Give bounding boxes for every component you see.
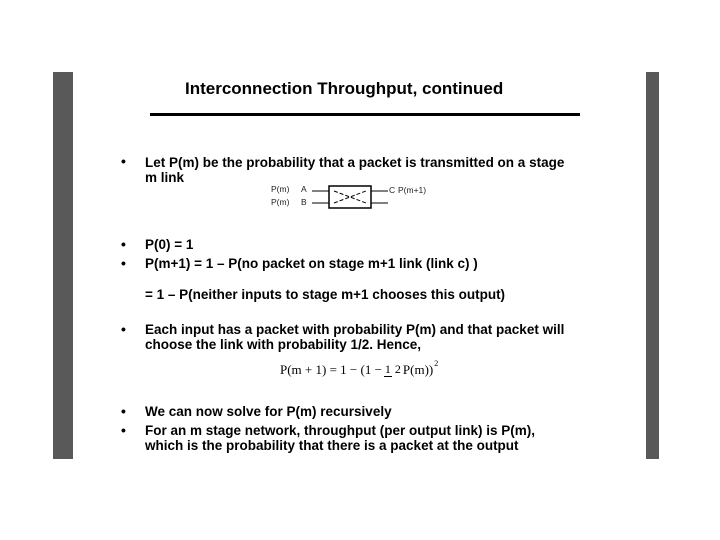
switch-box — [329, 186, 371, 208]
title-underline — [150, 113, 580, 116]
continuation-line: = 1 – P(neither inputs to stage m+1 chooses this output) — [145, 287, 506, 302]
diagram-output-prob: P(m+1) — [398, 185, 427, 195]
bullet-3-marker: • — [121, 255, 126, 271]
diagram-output-c-label: C — [389, 185, 396, 195]
bullet-6-line-1: For an m stage network, throughput (per output link) is P(m), — [145, 423, 535, 438]
recursion-formula — [280, 355, 438, 385]
formula-denominator: 2 — [394, 362, 401, 376]
diagram-input-b-label: B — [301, 197, 307, 207]
formula-numerator: 1 — [384, 362, 391, 376]
formula-lhs: P(m + 1) = 1 − (1 − — [280, 362, 382, 377]
bullet-1-line-1: Let P(m) be the probability that a packet is transmitted on a stage — [145, 155, 565, 170]
diagram-input-b-prob: P(m) — [271, 197, 290, 207]
diagram-input-a-prob: P(m) — [271, 184, 290, 194]
formula-exponent: 2 — [434, 358, 439, 368]
bullet-2-marker: • — [121, 236, 126, 252]
bullet-3-line-1: P(m+1) = 1 – P(no packet on stage m+1 link (link c) ) — [145, 256, 478, 271]
bullet-4-line-1: Each input has a packet with probability P(m) and that packet will — [145, 322, 565, 337]
bullet-4-marker: • — [121, 321, 126, 337]
bullet-5-line-1: We can now solve for P(m) recursively — [145, 404, 392, 419]
cross-link-2 — [334, 191, 366, 203]
bullet-4-line-2: choose the link with probability 1/2. Hence, — [145, 337, 422, 352]
bullet-5-marker: • — [121, 403, 126, 419]
bullet-1-marker: • — [121, 153, 126, 169]
bullet-1-line-2: m link — [145, 170, 185, 185]
formula-fraction — [384, 363, 401, 377]
left-side-bar — [53, 72, 73, 459]
bullet-2-line-1: P(0) = 1 — [145, 237, 194, 252]
formula-rhs: P(m)) — [402, 362, 434, 377]
right-side-bar — [646, 72, 659, 459]
diagram-input-a-label: A — [301, 184, 307, 194]
switch-diagram — [312, 183, 412, 213]
bullet-6-marker: • — [121, 422, 126, 438]
slide-title: Interconnection Throughput, continued — [185, 79, 504, 98]
bullet-6-line-2: which is the probability that there is a packet at the output — [145, 438, 519, 453]
cross-link-1 — [334, 191, 366, 203]
